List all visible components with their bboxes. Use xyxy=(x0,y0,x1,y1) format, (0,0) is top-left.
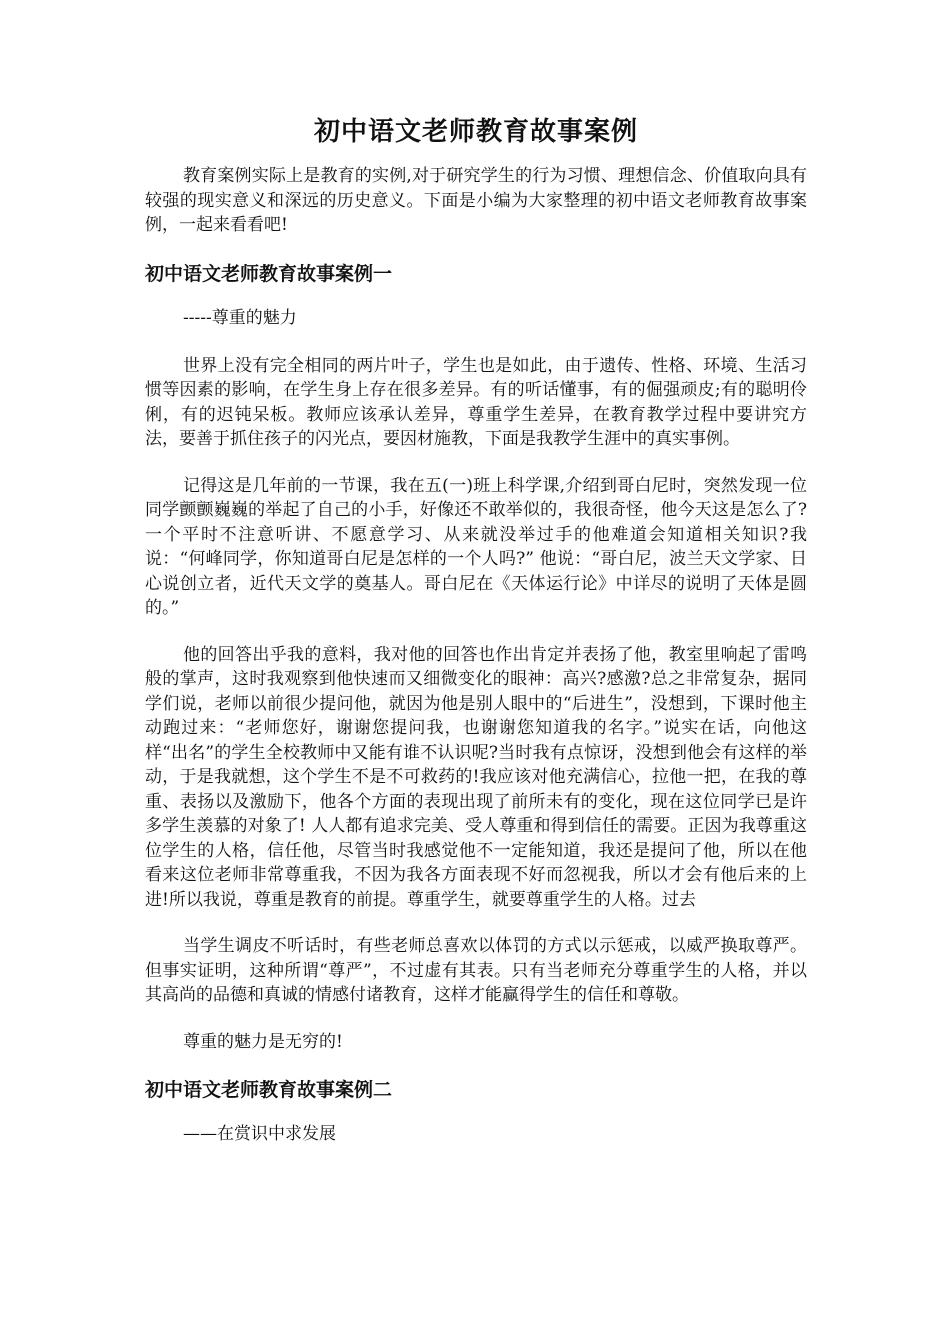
intro-paragraph: 教育案例实际上是教育的实例,对于研究学生的行为习惯、理想信念、价值取向具有较强的现实意义和深远的历史意义。下面是小编为大家整理的初中语文老师教育故事案例，一起来看看吧! xyxy=(145,166,807,235)
section-2-subtitle: ——在赏识中求发展 xyxy=(183,1124,336,1144)
section-1-paragraph-5: 尊重的魅力是无穷的! xyxy=(183,1031,343,1052)
section-1-paragraph-1: 世界上没有完全相同的两片叶子，学生也是如此，由于遗传、性格、环境、生活习惯等因素的影响，在学生身上存在很多差异。有的听话懂事，有的倔强顽皮;有的聪明伶俐，有的迟钝呆板。教师应该承认差异，尊重学生差异，在教育教学过程中要讲究方法，要善于抓住孩子的闪光点，要因材施教，下面是我教学生涯中的真实事例。 xyxy=(145,355,807,449)
document-page xyxy=(145,112,807,1170)
section-1-paragraph-2: 记得这是几年前的一节课，我在五(一)班上科学课,介绍到哥白尼时，突然发现一位同学颤颤巍巍的举起了自己的小手，好像还不敢举似的，我很奇怪，他今天这是怎么了?一个平时不注意听讲、不愿意学习、从来就没举过手的他难道会知道相关知识?我说：“何峰同学，你知道哥白尼是怎样的一个人吗?” 他说：“哥白尼，波兰天文学家、日心说创立者，近代天文学的奠基人。哥白尼在《天体运行论》中详尽的说明了天体是圆的。” xyxy=(145,475,807,618)
section-1-heading: 初中语文老师教育故事案例一 xyxy=(145,262,393,285)
section-1-paragraph-4: 当学生调皮不听话时，有些老师总喜欢以体罚的方式以示惩戒，以威严换取尊严。但事实证明，这种所谓“尊严”，不过虚有其表。只有当老师充分尊重学生的人格，并以其高尚的品德和真诚的情感付诸教育，这样才能赢得学生的信任和尊敬。 xyxy=(145,936,807,1005)
section-2-heading: 初中语文老师教育故事案例二 xyxy=(145,1079,393,1101)
document-title: 初中语文老师教育故事案例 xyxy=(313,117,638,147)
section-1-subtitle: -----尊重的魅力 xyxy=(183,307,297,328)
section-1-paragraph-3: 他的回答出乎我的意料，我对他的回答也作出肯定并表扬了他，教室里响起了雷鸣般的掌声，这时我观察到他快速而又细微变化的眼神：高兴?感激?总之非常复杂，据同学们说，老师以前很少提问他，就因为他是别人眼中的“后进生”，没想到，下课时他主动跑过来：“老师您好，谢谢您提问我，也谢谢您知道我的名字。”说实在话，向他这样“出名”的学生全校教师中又能有谁不认识呢?当时我有点惊讶，没想到他会有这样的举动，于是我就想，这个学生不是不可救药的!我应该对他充满信心，拉他一把，在我的尊重、表扬以及激励下，他各个方面的表现出现了前所未有的变化，现在这位同学已是许多学生羡慕的对象了! 人人都有追求完美、受人尊重和得到信任的需要。正因为我尊重这位学生的人格，信任他，尽管当时我感觉他不一定能知道，我还是提问了他，所以在他看来这位老师非常尊重我，不因为我各方面表现不好而忽视我，所以才会有他后来的上进!所以我说，尊重是教育的前提。尊重学生，就要尊重学生的人格。过去 xyxy=(145,644,807,910)
